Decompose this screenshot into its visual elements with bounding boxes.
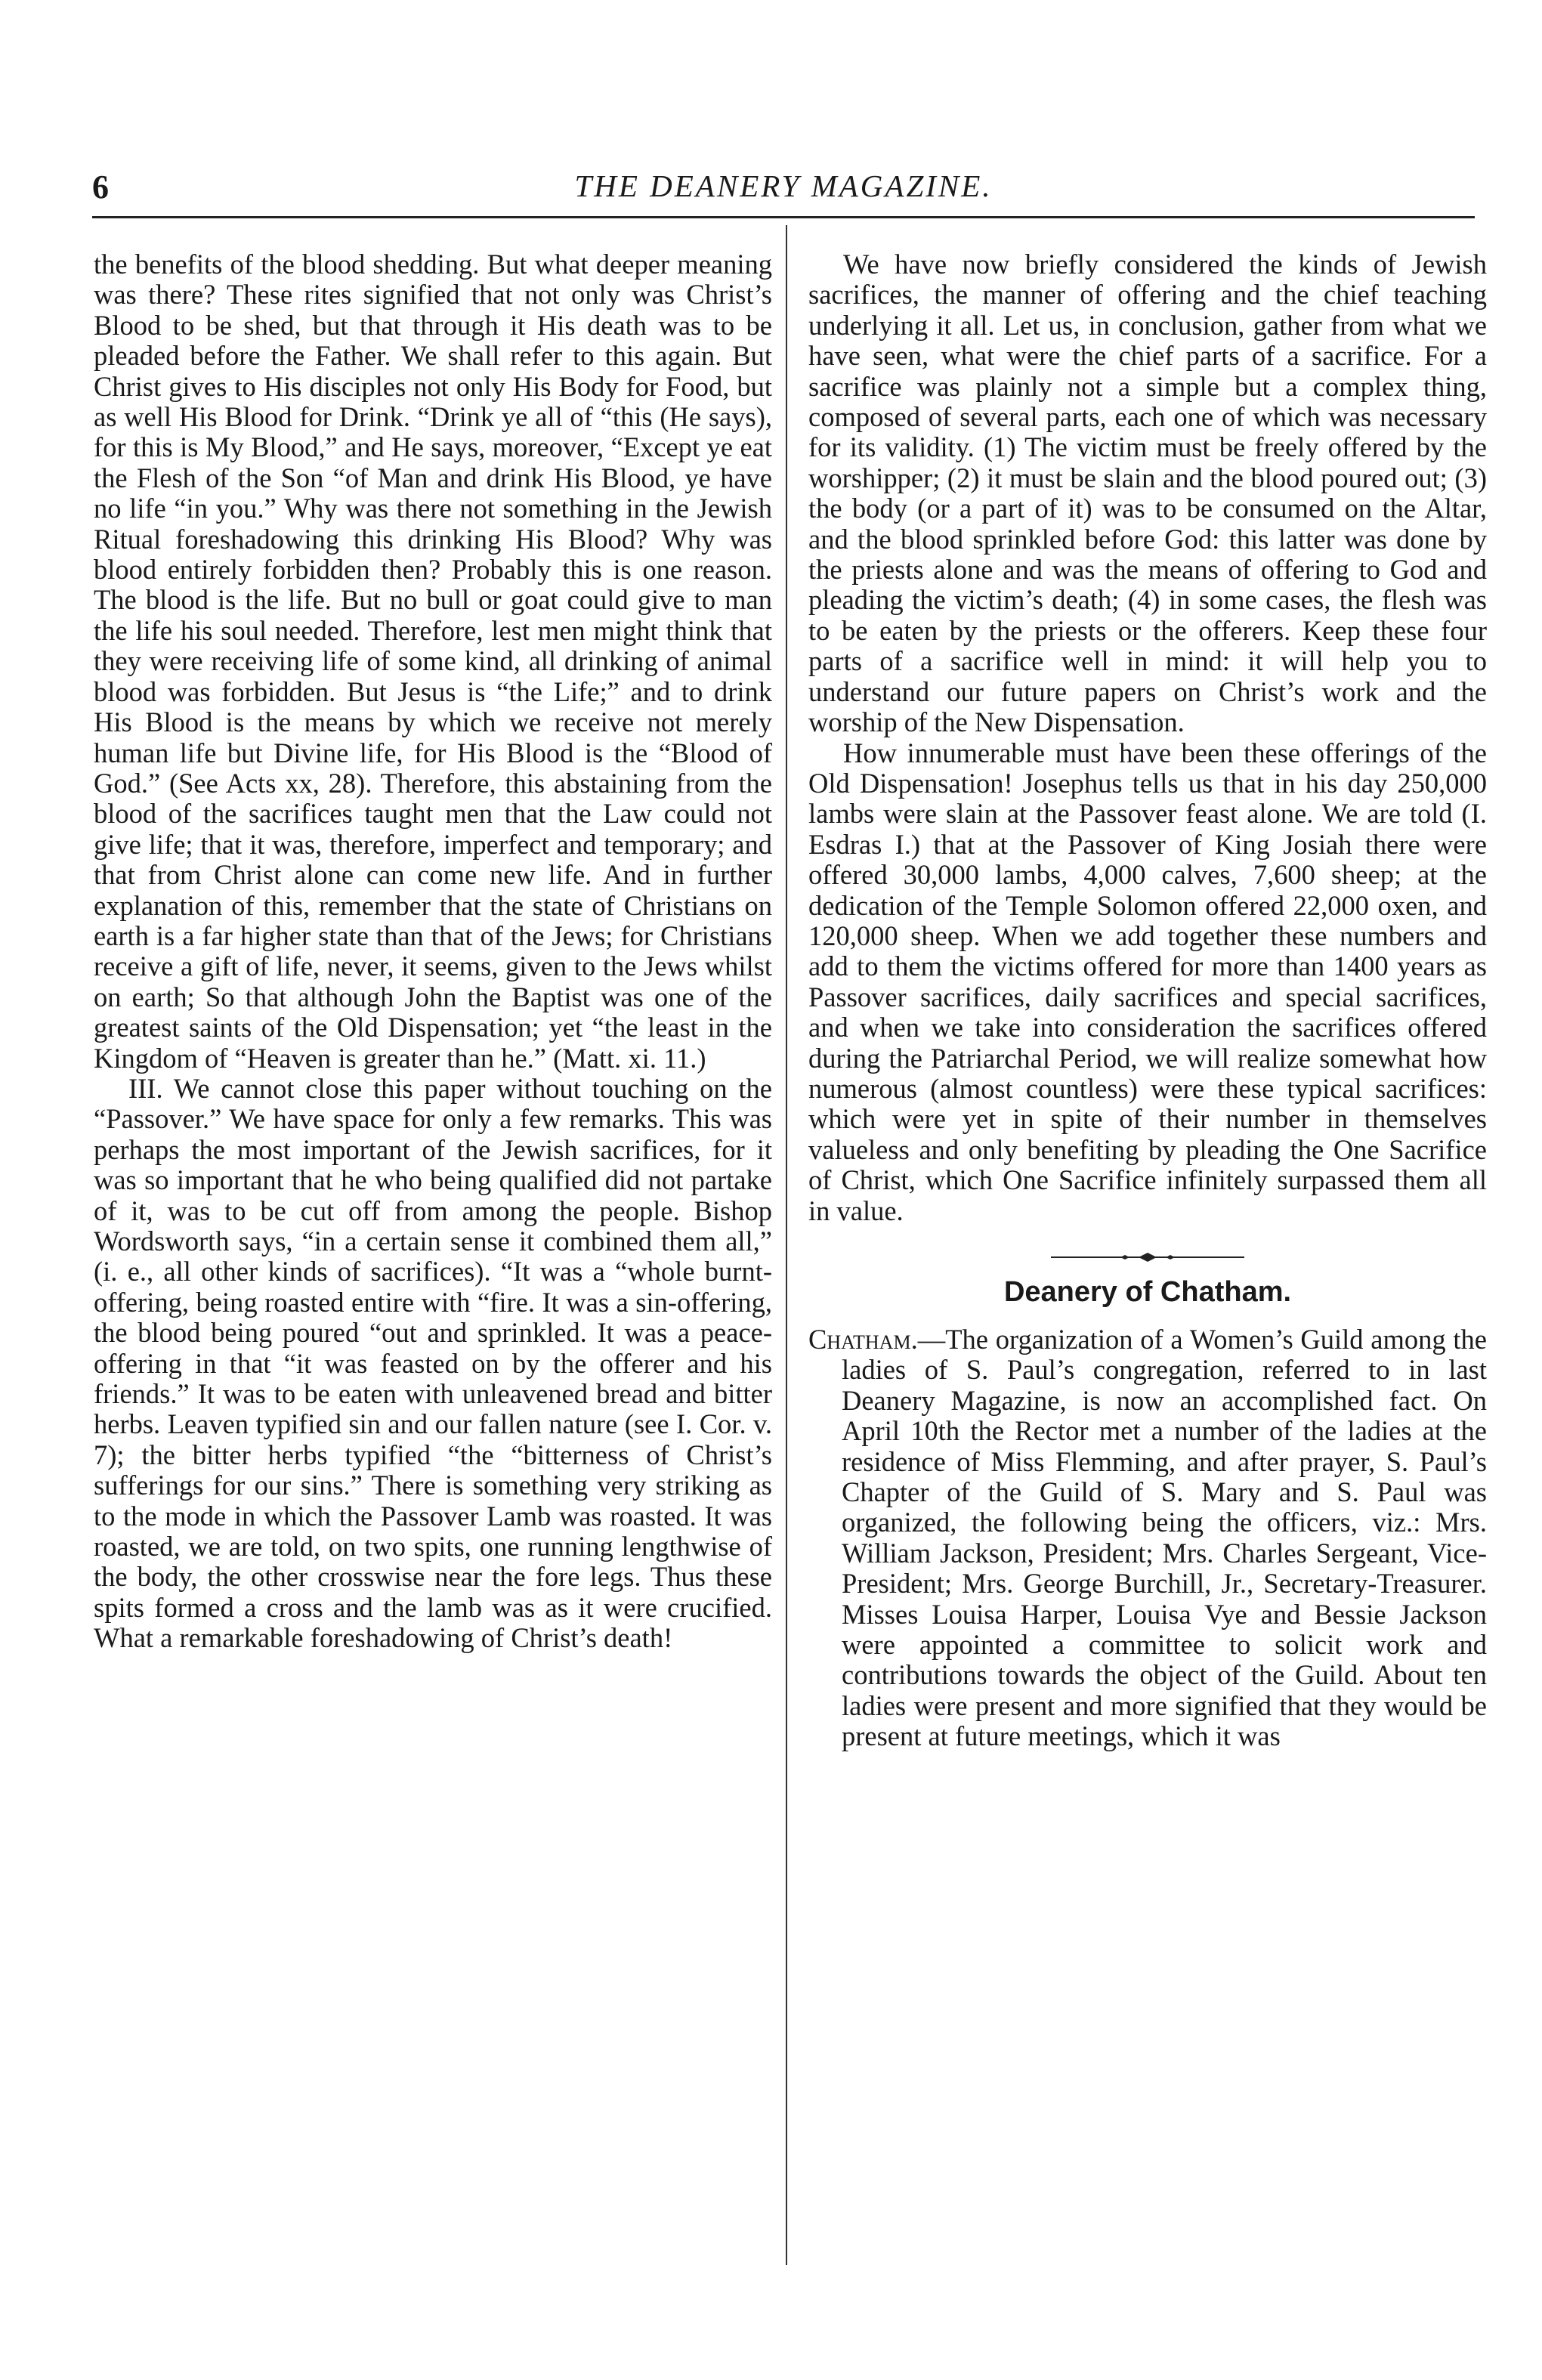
column-divider [786,225,787,2265]
right-paragraph-offerings: How innumerable must have been these offerings of the Old Dispensation! Josephus tells us that in his day 250,000 lambs were slain at the Passover feast alone. We are told (I. Esdras I.) that at the Passover of King Josiah there were offered 30,000 lambs, 4,000 calves, 7,600 sheep; at the dedication of the Temple Solomon offered 22,000 oxen, and 120,000 sheep. When we add together these numbers and add to them the victims offered for more than 1400 years as Passover sacrifices, daily sacrifices and special sacrifices, and when we take into consideration the sacrifices offered during the Patriarchal Period, we will realize somewhat how numerous (almost countless) were these typical sacrifices: which were yet in spite of their number in themselves valueless and only benefiting by pleading the One Sacrifice of Christ, which One Sacrifice infinitely surpassed them all in value. [808,737,1487,1226]
chatham-paragraph [808,1324,1487,1752]
right-column [808,249,1487,1752]
right-paragraph-summary: We have now briefly considered the kinds of Jewish sacrifices, the manner of offering and the chief teaching underlying it all. Let us, in conclusion, gather from what we have seen, what were the chief parts of a sacrifice. For a sacrifice was plainly not a simple but a complex thing, composed of several parts, each one of which was necessary for its validity. (1) The victim must be freely offered by the worshipper; (2) it must be slain and the blood poured out; (3) the body (or a part of it) was to be consumed on the Altar, and the blood sprinkled before God: this latter was done by the priests alone and was the means of offering to God and pleading the victim’s death; (4) in some cases, the flesh was to be eaten by the priests or the offerers. Keep these four parts of a sacrifice well in mind: it will help you to understand our future papers on Christ’s work and the worship of the New Dispensation. [808,249,1487,738]
chatham-text: —The organization of a Women’s Guild among the ladies of S. Paul’s congregation, referred to in last Deanery Magazine, is now an accomplished fact. On April 10th the Rector met a number of the ladies at the residence of Miss Flemming, and after prayer, S. Paul’s Chapter of the Guild of S. Mary and S. Paul was organized, the following being the officers, viz.: Mrs. William Jackson, President; Mrs. Charles Sergeant, Vice-President; Mrs. George Burchill, Jr., Secretary-Treasurer. Misses Louisa Harper, Louisa Vye and Bessie Jackson were appointed a committee to solicit work and contributions towards the object of the Guild. About ten ladies were present and more signified that they would be present at future meetings, which it was [842,1324,1487,1752]
ornament-divider-icon [1049,1252,1246,1263]
left-paragraph-1: the benefits of the blood shedding. But what deeper meaning was there? These rites signified that not only was Christ’s Blood to be shed, but that through it His death was to be pleaded before the Father. We shall refer to this again. But Christ gives to His disciples not only His Body for Food, but as well His Blood for Drink. “Drink ye all of “this (He says), for this is My Blood,” and He says, moreover, “Except ye eat the Flesh of the Son “of Man and drink His Blood, ye have no life “in you.” Why was there not something in the Jewish Ritual foreshadowing this drinking His Blood? Why was blood entirely forbidden then? Probably this is one reason. The blood is the life. But no bull or goat could give to man the life his soul needed. Therefore, lest men might think that they were receiving life of some kind, all drinking of animal blood was forbidden. But Jesus is “the Life;” and to drink His Blood is the means by which we receive not merely human life but Divine life, for His Blood is the “Blood of God.” (See Acts xx, 28). Therefore, this abstaining from the blood of the sacrifices taught men that the Law could not give life; that it was, therefore, imperfect and temporary; and that from Christ alone can come new life. And in further explanation of this, remember that the state of Christians on earth is a far higher state than that of the Jews; for Christians receive a gift of life, never, it seems, given to the Jews whilst on earth; So that although John the Baptist was one of the greatest saints of the Old Dispensation; yet “the least in the Kingdom of “Heaven is greater than he.” (Matt. xi. 11.) [94,249,772,1074]
page-header [92,168,1475,206]
section-heading: Deanery of Chatham. [1003,1276,1292,1308]
page-number: 6 [92,168,109,206]
running-title: THE DEANERY MAGAZINE. [574,168,993,203]
left-column [94,249,772,1654]
left-paragraph-passover: III. We cannot close this paper without touching on the “Passover.” We have space for only a few remarks. This was perhaps the most important of the Jewish sacrifices, for it was so important that he who being qualified did not partake of it, was to be cut off from among the people. Bishop Wordsworth says, “in a certain sense it combined them all,” (i. e., all other kinds of sacrifices). “It was a “whole burnt-offering, being roasted entire with “fire. It was a sin-offering, the blood being poured “out and sprinkled. It was a peace-offering in that “it was feasted on by the offerer and his friends.” It was to be eaten with unleavened bread and bitter herbs. Leaven typified sin and our fallen nature (see I. Cor. v. 7); the bitter herbs typified “the “bitterness of Christ’s sufferings for our sins.” There is something very striking as to the mode in which the Passover Lamb was roasted. It was roasted, we are told, on two spits, one running lengthwise of the body, the other crosswise near the fore legs. Thus these spits formed a cross and the lamb was as it were crucified. What a remarkable foreshadowing of Christ’s death! [94,1072,772,1654]
header-rule [92,216,1475,218]
chatham-lead: Chatham. [808,1324,918,1355]
